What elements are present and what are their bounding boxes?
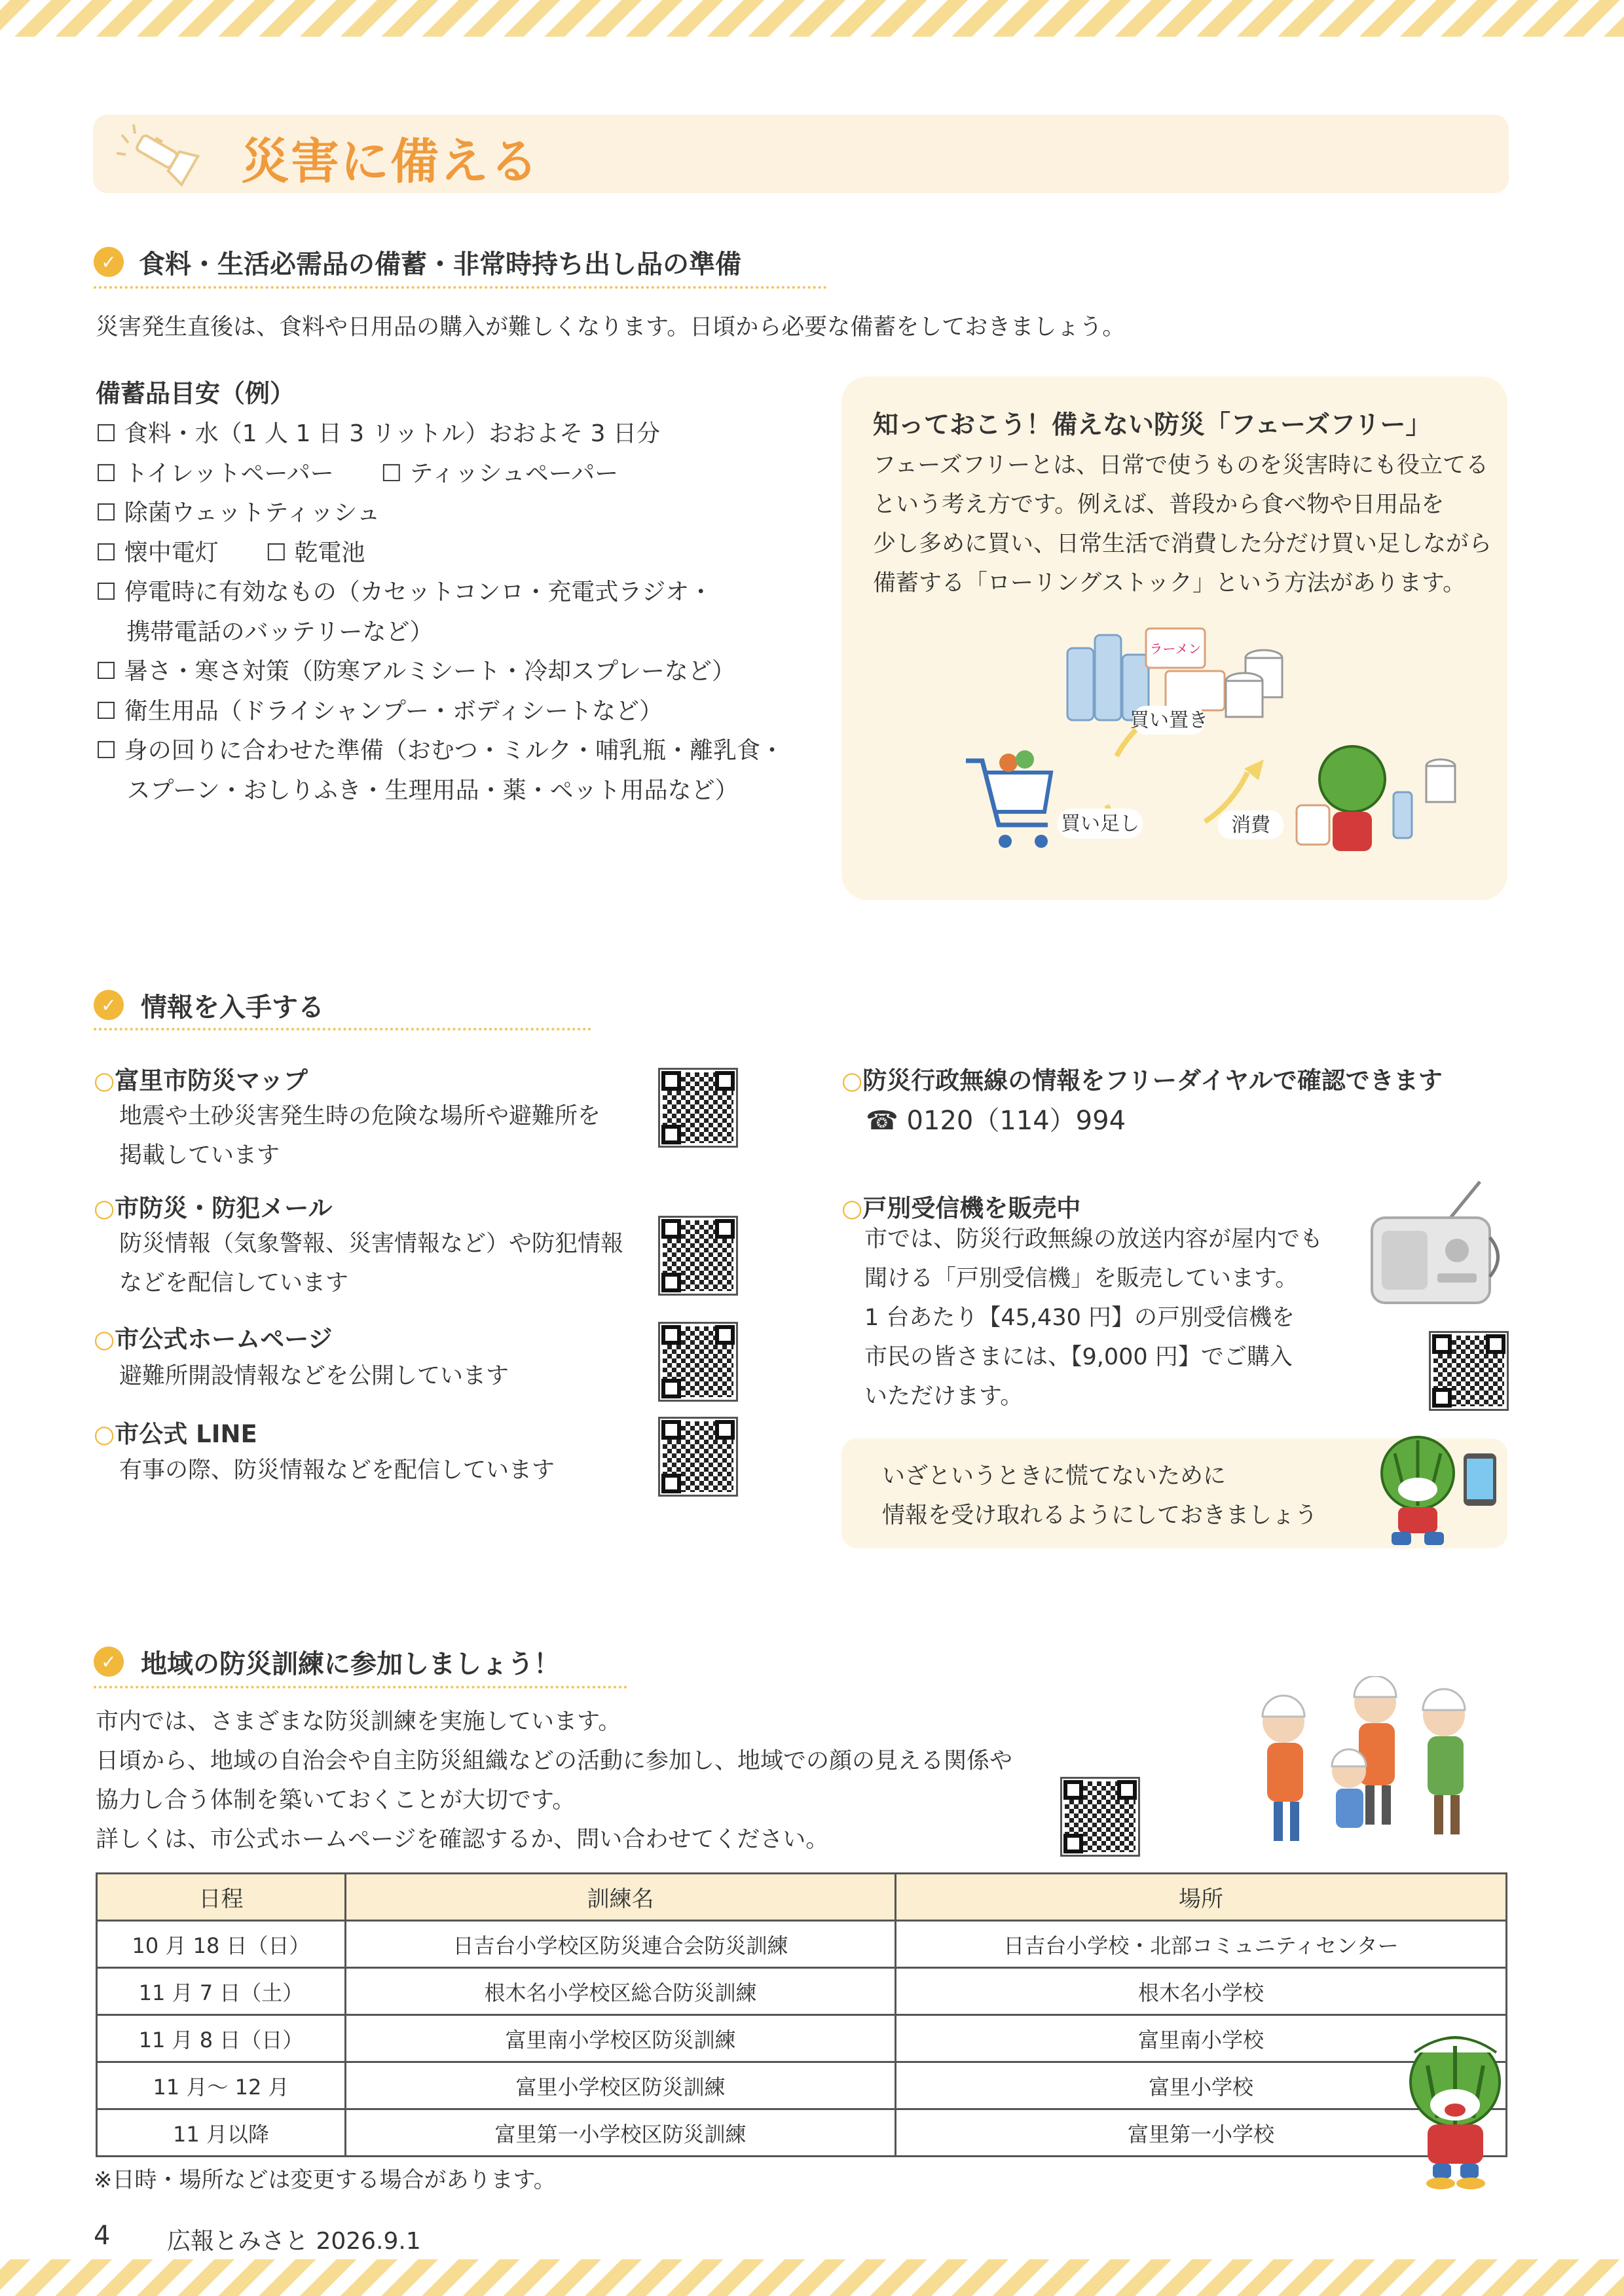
cell-date: 10 月 18 日（日） [97, 1921, 346, 1968]
list-item: ☐ 食料・水（1 人 1 日 3 リットル）おおよそ 3 日分 [96, 420, 660, 447]
section3-divider [94, 1686, 627, 1688]
receiver-line: 1 台あたり【45,430 円】の戸別受信機を [864, 1305, 1295, 1331]
check-icon: ✓ [94, 247, 124, 277]
item-line: 掲載しています [119, 1142, 280, 1169]
section1-heading: 食料・生活必需品の備蓄・非常時持ち出し品の準備 [139, 249, 741, 280]
cup-label: ラーメン [1149, 641, 1202, 657]
box-line: 少し多めに買い、日常生活で消費した分だけ買い足しながら [873, 531, 1492, 557]
homepage-title: ○市公式ホームページ [94, 1325, 333, 1353]
line-qr-code[interactable] [660, 1419, 736, 1495]
cell-location: 富里小学校 [896, 2062, 1507, 2109]
mail-service-text [119, 1224, 623, 1303]
cell-drill-name: 日吉台小学校区防災連合会防災訓練 [346, 1921, 896, 1968]
free-dial-phone[interactable]: ☎ 0120（114）994 [866, 1106, 1126, 1136]
free-dial-title: ○防災行政無線の情報をフリーダイヤルで確認できます [841, 1066, 1443, 1095]
evacuation-people-image [1244, 1676, 1493, 1853]
col-header-location: 場所 [896, 1874, 1507, 1921]
cell-drill-name: 根木名小学校区総合防災訓練 [346, 1968, 896, 2015]
homepage-qr-code[interactable] [660, 1324, 736, 1400]
col-header-drill-name: 訓練名 [346, 1874, 896, 1921]
section3-line: 日頃から、地域の自治会や自主防災組織などの活動に参加し、地域での顔の見える関係や [96, 1748, 1013, 1774]
flashlight-icon [117, 123, 215, 189]
item-line: 防災情報（気象警報、災害情報など）や防犯情報 [119, 1231, 624, 1257]
box-line: 備蓄する「ローリングストック」という方法があります。 [873, 570, 1466, 596]
page-number: 4 [94, 2221, 111, 2251]
top-stripe-border [0, 0, 1624, 37]
section3-line: 協力し合う体制を築いておくことが大切です。 [96, 1787, 576, 1813]
section3-text [96, 1702, 1012, 1859]
drill-info-qr-code[interactable] [1062, 1779, 1138, 1855]
receiver-line: 聞ける「戸別受信機」を販売しています。 [864, 1266, 1299, 1292]
list-item: ☐ トイレットペーパー ☐ ティッシュペーパー [96, 460, 619, 487]
receiver-title: ○戸別受信機を販売中 [841, 1194, 1081, 1222]
mail-service-title: ○市防災・防犯メール [94, 1194, 333, 1222]
table-row [97, 1968, 1507, 2015]
cycle-label-consume: 消費 [1231, 814, 1270, 837]
free-dial-label: 防災行政無線の情報をフリーダイヤルで確認できます [862, 1066, 1443, 1095]
line-text: 有事の際、防災情報などを配信しています [119, 1457, 555, 1484]
cell-date: 11 月以降 [97, 2109, 346, 2157]
table-row [97, 2062, 1507, 2109]
disaster-map-qr-code[interactable] [660, 1070, 736, 1146]
cell-location: 根木名小学校 [896, 1968, 1507, 2015]
rolling-stock-cycle [956, 609, 1480, 884]
col-header-date: 日程 [97, 1874, 346, 1921]
list-item: スプーン・おしりふき・生理用品・薬・ペット用品など） [96, 776, 739, 804]
box-line: という考え方です。例えば、普段から食べ物や日用品を [873, 492, 1445, 518]
table-row [97, 2109, 1507, 2157]
receiver-line: いただけます。 [864, 1383, 1024, 1410]
list-item: ☐ 停電時に有効なもの（カセットコンロ・充電式ラジオ・ [96, 579, 713, 606]
phase-free-text [873, 446, 1492, 603]
bottom-stripe-border [0, 2259, 1624, 2296]
cell-drill-name: 富里小学校区防災訓練 [346, 2062, 896, 2109]
receiver-text [864, 1220, 1323, 1416]
line-title: ○市公式 LINE [94, 1420, 257, 1448]
receiver-label: 戸別受信機を販売中 [862, 1194, 1081, 1222]
list-item: ☐ 身の回りに合わせた準備（おむつ・ミルク・哺乳瓶・離乳食・ [96, 737, 784, 764]
phase-free-title: 知っておこう！備えない防災「フェーズフリー」 [873, 410, 1431, 440]
tip-line: いざというときに慌てないために [882, 1463, 1227, 1489]
list-item: ☐ 懐中電灯 ☐ 乾電池 [96, 539, 365, 566]
table-header-row [97, 1874, 1507, 1921]
cycle-label-buy-stock: 買い置き [1130, 709, 1208, 732]
section3-heading: 地域の防災訓練に参加しましょう！ [141, 1649, 560, 1679]
drill-schedule-table [96, 1872, 1507, 2157]
cell-location: 富里第一小学校 [896, 2109, 1507, 2157]
cell-location: 富里南小学校 [896, 2015, 1507, 2062]
receiver-line: 市民の皆さまには、【9,000 円】でご購入 [864, 1344, 1293, 1370]
section2-heading: 情報を入手する [141, 993, 324, 1023]
list-item: ☐ 衛生用品（ドライシャンプー・ボディシートなど） [96, 697, 663, 725]
cell-date: 11 月～ 12 月 [97, 2062, 346, 2109]
publication-info: 広報とみさと 2026.9.1 [167, 2228, 421, 2255]
table-row [97, 1921, 1507, 1968]
mascot-with-phone-image [1365, 1427, 1503, 1552]
table-row [97, 2015, 1507, 2062]
disaster-map-label: 富里市防災マップ [115, 1066, 308, 1095]
item-line: 地震や土砂災害発生時の危険な場所や避難所を [119, 1103, 601, 1129]
receiver-line: 市では、防災行政無線の放送内容が屋内でも [864, 1226, 1323, 1252]
page-title: 災害に備える [241, 134, 540, 190]
cycle-label-buy-more: 買い足し [1061, 812, 1139, 835]
homepage-text: 避難所開設情報などを公開しています [119, 1363, 509, 1389]
radio-receiver-image [1365, 1178, 1506, 1316]
schedule-note: ※日時・場所などは変更する場合があります。 [94, 2167, 556, 2193]
list-item: ☐ 除菌ウェットティッシュ [96, 500, 380, 526]
line-label: 市公式 LINE [115, 1420, 257, 1448]
section1-intro: 災害発生直後は、食料や日用品の購入が難しくなります。日頃から必要な備蓄をしておきましょう。 [96, 314, 1126, 340]
section3-line: 詳しくは、市公式ホームページを確認するか、問い合わせてください。 [96, 1827, 829, 1853]
homepage-label: 市公式ホームページ [115, 1325, 333, 1353]
receiver-qr-code[interactable] [1431, 1333, 1507, 1409]
tip-text [882, 1457, 1318, 1535]
check-icon: ✓ [94, 990, 124, 1020]
cell-location: 日吉台小学校・北部コミュニティセンター [896, 1921, 1507, 1968]
box-line: フェーズフリーとは、日常で使うものを災害時にも役立てる [873, 452, 1489, 479]
item-line: などを配信しています [119, 1270, 349, 1296]
stockpile-list-title: 備蓄品目安（例） [96, 379, 295, 408]
disaster-map-text [119, 1097, 600, 1175]
cell-drill-name: 富里第一小学校区防災訓練 [346, 2109, 896, 2157]
section2-divider [94, 1028, 591, 1030]
tip-line: 情報を受け取れるようにしておきましょう [882, 1503, 1318, 1529]
section1-divider [94, 286, 827, 289]
mascot-character-image [1401, 2026, 1509, 2190]
mail-service-label: 市防災・防犯メール [115, 1194, 333, 1222]
list-item: ☐ 暑さ・寒さ対策（防寒アルミシート・冷却スプレーなど） [96, 658, 735, 685]
cell-drill-name: 富里南小学校区防災訓練 [346, 2015, 896, 2062]
section3-line: 市内では、さまざまな防災訓練を実施しています。 [96, 1709, 621, 1735]
disaster-map-title: ○富里市防災マップ [94, 1066, 308, 1095]
stockpile-list [96, 414, 784, 811]
list-item: 携帯電話のバッテリーなど） [96, 618, 434, 646]
cell-date: 11 月 7 日（土） [97, 1968, 346, 2015]
cell-date: 11 月 8 日（日） [97, 2015, 346, 2062]
mail-service-qr-code[interactable] [660, 1218, 736, 1294]
check-icon: ✓ [94, 1647, 124, 1677]
